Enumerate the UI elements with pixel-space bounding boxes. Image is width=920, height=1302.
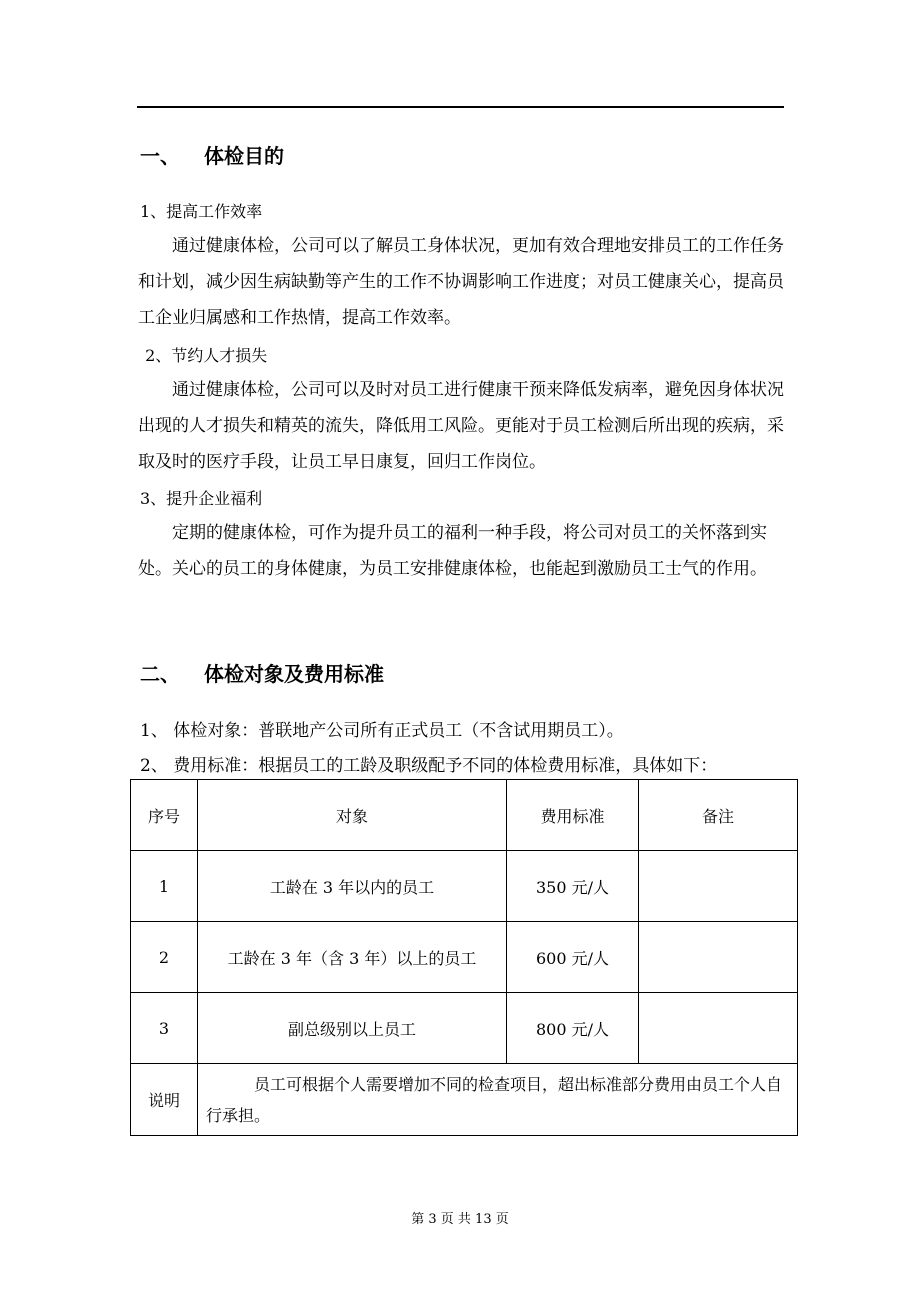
- note-row: [131, 1064, 798, 1136]
- fee-standard-line: 2、 费用标准：根据员工的工龄及职级配予不同的体检费用标准，具体如下：: [140, 756, 718, 776]
- row-target: 工龄在 3 年（含 3 年）以上的员工: [198, 922, 507, 993]
- header-no: 序号: [131, 780, 198, 851]
- table-row: [131, 851, 798, 922]
- header-target: 对象: [198, 780, 507, 851]
- row-remark: [639, 993, 798, 1064]
- header-rule: [137, 106, 784, 108]
- row-fee: 800 元/人: [507, 993, 639, 1064]
- row-target: 工龄在 3 年以内的员工: [198, 851, 507, 922]
- table-row: [131, 922, 798, 993]
- row-fee: 350 元/人: [507, 851, 639, 922]
- row-fee: 600 元/人: [507, 922, 639, 993]
- section-2-title: 体检对象及费用标准: [204, 662, 384, 686]
- header-remark: 备注: [639, 780, 798, 851]
- section-1-heading: [140, 140, 284, 169]
- item-3-heading: 3、提升企业福利: [140, 489, 263, 508]
- row-no: 3: [131, 993, 198, 1064]
- row-remark: [639, 922, 798, 993]
- header-fee: 费用标准: [507, 780, 639, 851]
- item-3-body: 定期的健康体检，可作为提升员工的福利一种手段，将公司对员工的关怀落到实处。关心的员工的身体健康，为员工安排健康体检，也能起到激励员工士气的作用。: [138, 523, 767, 579]
- page-number: 第 3 页 共 13 页: [411, 1212, 509, 1227]
- row-no: 1: [131, 851, 198, 922]
- section-2-heading: [140, 658, 384, 687]
- table-row: [131, 993, 798, 1064]
- section-1-title: 体检目的: [204, 144, 284, 168]
- item-1-heading: 1、提高工作效率: [140, 202, 263, 221]
- fee-table: [130, 779, 798, 1136]
- note-text: 员工可根据个人需要增加不同的检查项目，超出标准部分费用由员工个人自行承担。: [198, 1064, 798, 1136]
- section-2-number: 二、: [140, 662, 180, 686]
- item-2-body: 通过健康体检，公司可以及时对员工进行健康干预来降低发病率，避免因身体状况出现的人才损失和精英的流失，降低用工风险。更能对于员工检测后所出现的疾病，采取及时的医疗手段，让员工早日康复，回归工作岗位。: [138, 380, 784, 472]
- note-label: 说明: [131, 1064, 198, 1136]
- target-line: 1、 体检对象：普联地产公司所有正式员工（不含试用期员工）。: [140, 721, 624, 741]
- item-2-heading: 2、节约人才损失: [140, 346, 268, 365]
- row-remark: [639, 851, 798, 922]
- section-1-number: 一、: [140, 144, 180, 168]
- row-no: 2: [131, 922, 198, 993]
- item-1-body: 通过健康体检，公司可以了解员工身体状况，更加有效合理地安排员工的工作任务和计划，减少因生病缺勤等产生的工作不协调影响工作进度；对员工健康关心，提高员工企业归属感和工作热情，提高工作效率。: [138, 236, 784, 328]
- row-target: 副总级别以上员工: [198, 993, 507, 1064]
- table-header-row: [131, 780, 798, 851]
